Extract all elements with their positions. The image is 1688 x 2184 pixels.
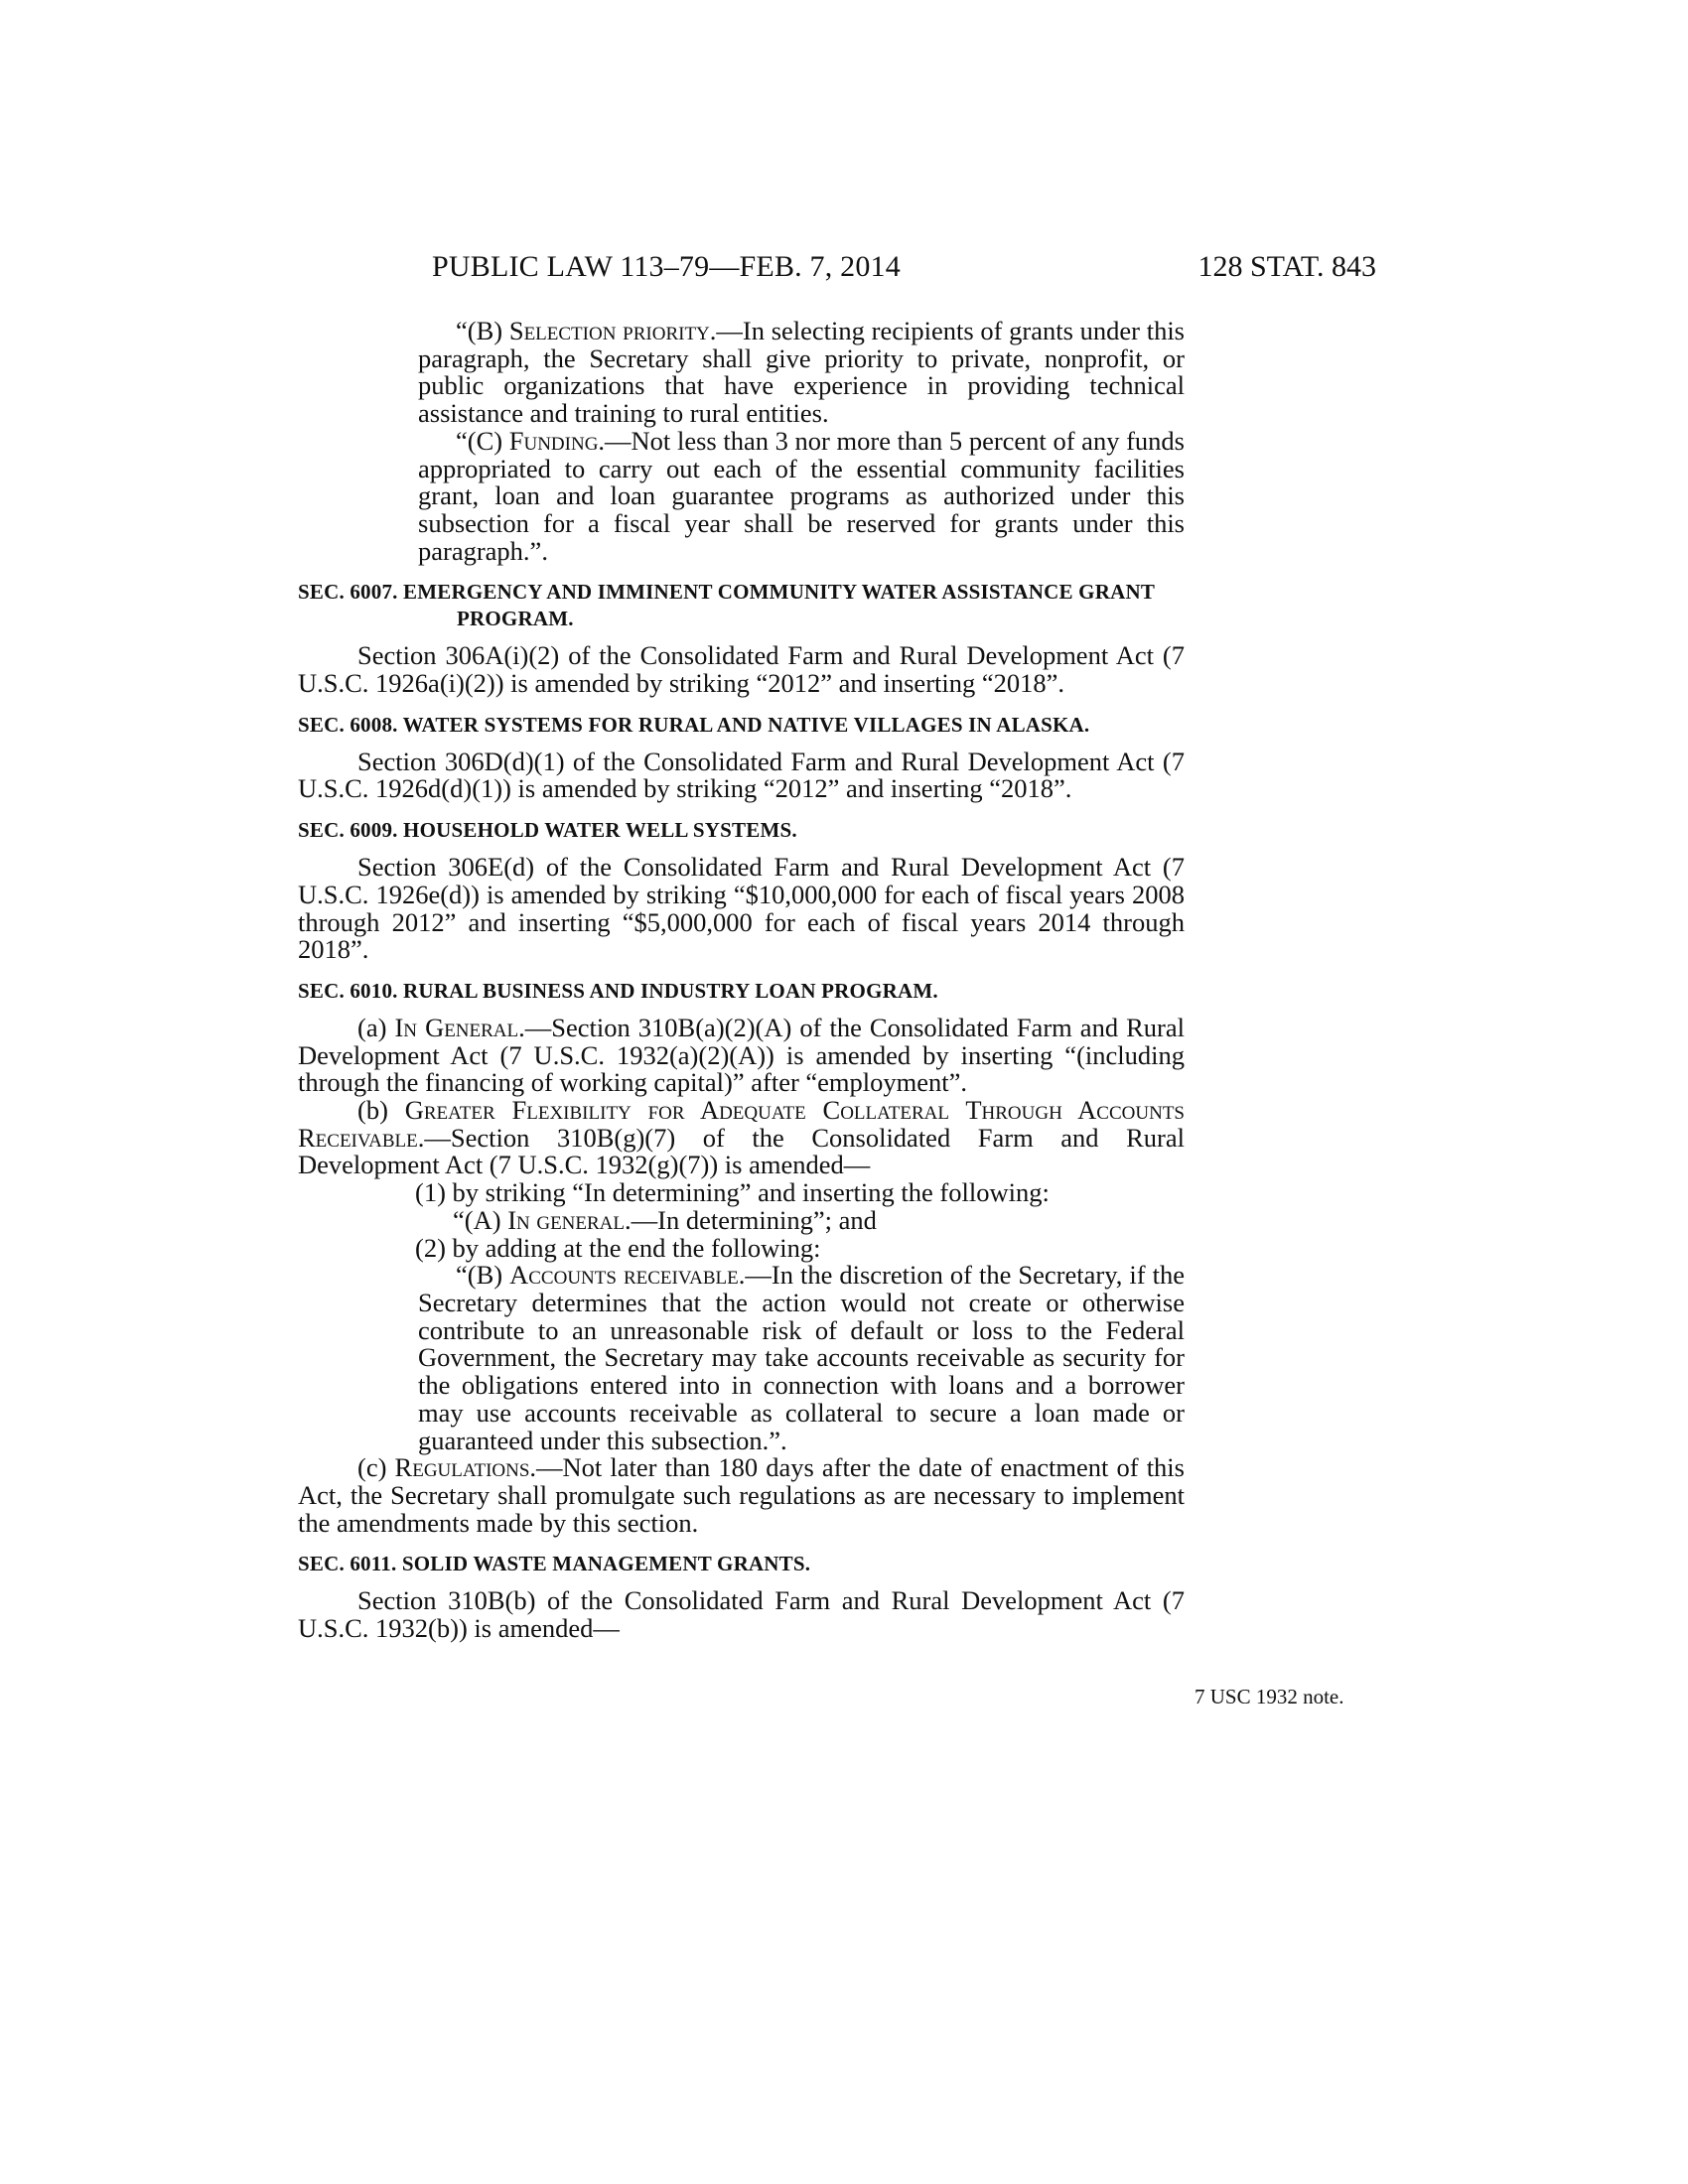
paragraph-enumerator: (c) (357, 1452, 395, 1483)
paragraph-heading: Accounts receivable (509, 1260, 739, 1291)
paragraph-heading: In General (394, 1012, 519, 1042)
paragraph (418, 318, 1185, 428)
section-heading: SEC. 6007. EMERGENCY AND IMMINENT COMMUNITY WATER ASSISTANCE GRANT PROGRAM. (298, 580, 1155, 631)
section-heading: SEC. 6008. WATER SYSTEMS FOR RURAL AND NATIVE VILLAGES IN ALASKA. (298, 712, 1090, 737)
paragraph-text: .—In the discretion of the Secretary, if the Secretary determines that the action would not create or otherwise contribute to an unreasonable risk of default or loss to the Federal Government, the Secretary may take accounts receivable as security for the obligations entered into in connection with loans and a borrower may use accounts receivable as collateral to secure a loan made or guaranteed under this subsection.”. (418, 1260, 1185, 1455)
paragraph (298, 1097, 1185, 1179)
document-body (298, 318, 1185, 1643)
paragraph (418, 425, 1185, 566)
paragraph-text: Section 306D(d)(1) of the Consolidated Farm and Rural Development Act (7 U.S.C. 1926d(d)(1)) is amended by striking “2012” and inserting “2018”. (298, 746, 1185, 804)
paragraph (415, 1179, 1185, 1207)
paragraph-text: .—Not later than 180 days after the date of enactment of this Act, the Secretary shall promulgate such regulations as are necessary to implement the amendments made by this section. (298, 1452, 1185, 1538)
paragraph (298, 642, 1185, 697)
section-heading: SEC. 6010. RURAL BUSINESS AND INDUSTRY LOAN PROGRAM. (298, 978, 938, 1003)
paragraph-enumerator: (a) (357, 1012, 395, 1042)
paragraph-text: (2) by adding at the end the following: (415, 1232, 821, 1263)
section-heading: SEC. 6011. SOLID WASTE MANAGEMENT GRANTS. (298, 1552, 811, 1576)
paragraph-text: .—In selecting recipients of grants under this paragraph, the Secretary shall give priority to private, nonprofit, or public organizations that have experience in providing technical assistance and training to rural entities. (418, 316, 1185, 429)
paragraph (298, 746, 1185, 804)
paragraph (298, 854, 1185, 964)
paragraph-text: Section 306A(i)(2) of the Consolidated Farm and Rural Development Act (7 U.S.C. 1926a(i)(2)) is amended by striking “2012” and inserting “2018”. (298, 640, 1185, 699)
paragraph-heading: Regulations (394, 1452, 530, 1483)
paragraph (415, 1204, 1185, 1235)
paragraph-text: Section 306E(d) of the Consolidated Farm and Rural Development Act (7 U.S.C. 1926e(d)) is amended by striking “$10,000,000 for each of fiscal years 2008 through 2012” and inserting “$5,000,000 for each of fiscal years 2014 through 2018”. (298, 852, 1185, 965)
paragraph-enumerator: “(B) (456, 1260, 510, 1291)
paragraph-text: .—Section 310B(a)(2)(A) of the Consolidated Farm and Rural Development Act (7 U.S.C. 1932(a)(2)(A)) is amended by inserting “(including through the financing of working capital)” after “employment”. (298, 1012, 1185, 1098)
paragraph-text: .—Section 310B(g)(7) of the Consolidated Farm and Rural Development Act (7 U.S.C. 1932(g)(7)) is amended— (298, 1122, 1185, 1180)
paragraph-text: (1) by striking “In determining” and inserting the following: (415, 1177, 1050, 1208)
paragraph-text: .—Not less than 3 nor more than 5 percent of any funds appropriated to carry out each of the essential community facilities grant, loan and loan guarantee programs as authorized under this subsection for a fiscal year shall be reserved for grants under this paragraph.”. (418, 425, 1185, 566)
paragraph (418, 1262, 1185, 1454)
paragraph (298, 1012, 1185, 1098)
paragraph-heading: Greater Flexibility for Adequate Collateral Through Accounts Receivable (298, 1095, 1185, 1153)
paragraph-enumerator: (b) (357, 1095, 405, 1126)
running-head: PUBLIC LAW 113–79—FEB. 7, 2014 (432, 250, 901, 283)
margin-note: 7 USC 1932 note. (1195, 1685, 1344, 1708)
paragraph (298, 1454, 1185, 1537)
paragraph-heading: Selection priority (508, 316, 710, 345)
paragraph-heading: In general (507, 1204, 626, 1235)
page-header (298, 250, 1376, 298)
statute-page-reference: 128 STAT. 843 (1197, 250, 1376, 283)
paragraph-text: .—In determining”; and (625, 1204, 877, 1235)
paragraph (298, 1587, 1185, 1642)
paragraph-heading: Funding (508, 425, 599, 456)
paragraph-enumerator: “(A) (453, 1204, 508, 1235)
paragraph-enumerator: “(C) (456, 425, 509, 456)
section-heading: SEC. 6009. HOUSEHOLD WATER WELL SYSTEMS. (298, 818, 797, 843)
paragraph (415, 1232, 1185, 1263)
paragraph-text: Section 310B(b) of the Consolidated Farm and Rural Development Act (7 U.S.C. 1932(b)) is amended— (298, 1585, 1185, 1644)
paragraph-enumerator: “(B) (456, 316, 509, 345)
